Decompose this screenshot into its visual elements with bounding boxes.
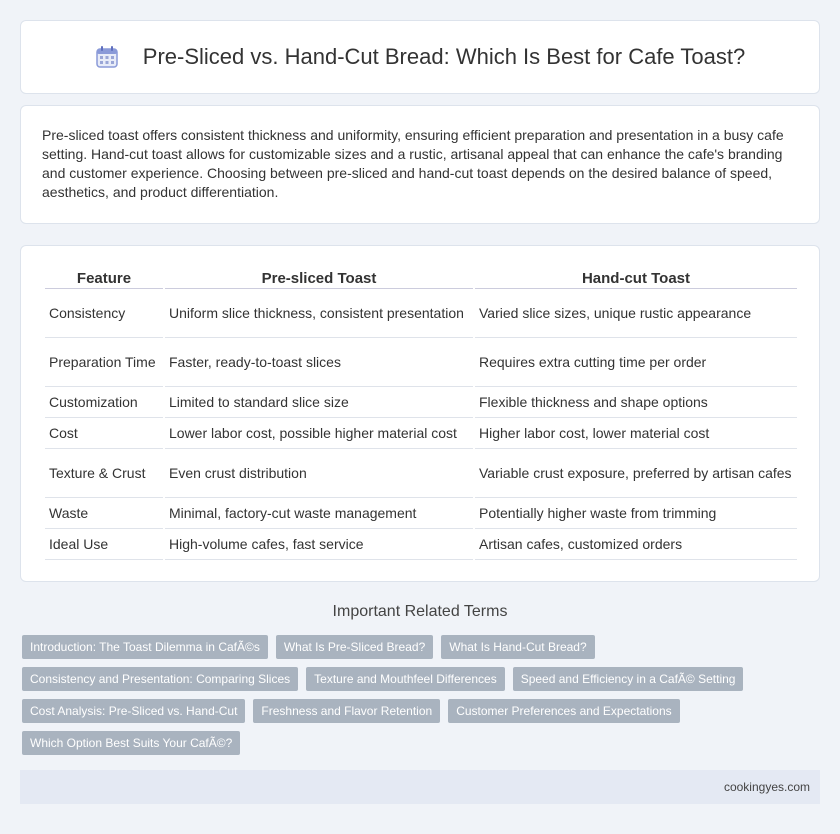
table-row <box>45 338 797 387</box>
table-cell: Preparation Time <box>45 338 163 387</box>
table-cell: Minimal, factory-cut waste management <box>165 498 473 529</box>
table-cell: Consistency <box>45 289 163 338</box>
footer <box>20 770 820 804</box>
table-cell: Cost <box>45 418 163 449</box>
table-cell: Higher labor cost, lower material cost <box>475 418 797 449</box>
table-cell: Texture & Crust <box>45 449 163 498</box>
table-cell: Even crust distribution <box>165 449 473 498</box>
table-row <box>45 387 797 418</box>
table-cell: Customization <box>45 387 163 418</box>
related-term-link[interactable]: Which Option Best Suits Your CafÃ©? <box>22 731 240 755</box>
related-term-link[interactable]: Speed and Efficiency in a CafÃ© Setting <box>513 667 744 691</box>
table-header-row <box>45 265 797 289</box>
table-cell: Waste <box>45 498 163 529</box>
table-cell: Potentially higher waste from trimming <box>475 498 797 529</box>
table-cell: Artisan cafes, customized orders <box>475 529 797 560</box>
table-cell: Lower labor cost, possible higher material cost <box>165 418 473 449</box>
related-term-link[interactable]: Freshness and Flavor Retention <box>253 699 440 723</box>
comparison-table-card <box>20 245 820 582</box>
table-cell: Ideal Use <box>45 529 163 560</box>
table-cell: Variable crust exposure, preferred by artisan cafes <box>475 449 797 498</box>
related-terms-list <box>22 635 822 763</box>
table-cell: High-volume cafes, fast service <box>165 529 473 560</box>
intro-text: Pre-sliced toast offers consistent thickness and uniformity, ensuring efficient preparation and presentation in a busy cafe setting. Hand-cut toast allows for customizable sizes and a rustic, artisanal appeal that can enhance the cafe's branding and customer experience. Choosing between pre-sliced and hand-cut toast depends on the desired balance of speed, aesthetics, and product differentiation. <box>42 127 784 200</box>
table-row <box>45 498 797 529</box>
table-cell: Requires extra cutting time per order <box>475 338 797 387</box>
comparison-table <box>43 265 799 560</box>
table-cell: Uniform slice thickness, consistent presentation <box>165 289 473 338</box>
table-row <box>45 529 797 560</box>
related-terms-heading: Important Related Terms <box>332 603 508 620</box>
related-term-link[interactable]: Introduction: The Toast Dilemma in CafÃ©s <box>22 635 268 659</box>
table-cell: Flexible thickness and shape options <box>475 387 797 418</box>
related-term-link[interactable]: What Is Pre-Sliced Bread? <box>276 635 433 659</box>
table-row <box>45 449 797 498</box>
related-term-link[interactable]: Customer Preferences and Expectations <box>448 699 679 723</box>
table-row <box>45 418 797 449</box>
related-term-link[interactable]: Texture and Mouthfeel Differences <box>306 667 505 691</box>
table-cell: Limited to standard slice size <box>165 387 473 418</box>
page-title: Pre-Sliced vs. Hand-Cut Bread: Which Is Best for Cafe Toast? <box>142 44 746 69</box>
calendar-icon <box>95 45 119 69</box>
intro-card <box>20 105 820 224</box>
related-term-link[interactable]: Cost Analysis: Pre-Sliced vs. Hand-Cut <box>22 699 245 723</box>
title-card <box>20 20 820 94</box>
column-header-hand-cut: Hand-cut Toast <box>475 265 797 289</box>
table-cell: Varied slice sizes, unique rustic appearance <box>475 289 797 338</box>
related-term-link[interactable]: Consistency and Presentation: Comparing Slices <box>22 667 298 691</box>
table-row <box>45 289 797 338</box>
related-term-link[interactable]: What Is Hand-Cut Bread? <box>441 635 594 659</box>
footer-site: cookingyes.com <box>723 780 810 794</box>
column-header-feature: Feature <box>45 265 163 289</box>
table-cell: Faster, ready-to-toast slices <box>165 338 473 387</box>
column-header-pre-sliced: Pre-sliced Toast <box>165 265 473 289</box>
